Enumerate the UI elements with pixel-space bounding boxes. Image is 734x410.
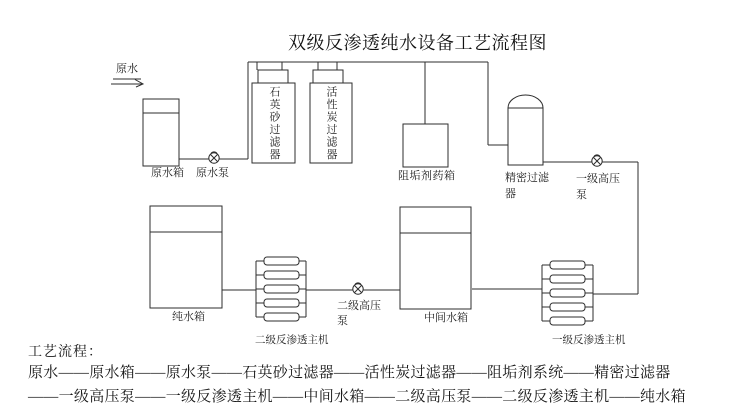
stage2-ro-unit-shape: [256, 257, 306, 321]
raw-water-arrow: [111, 79, 143, 87]
process-flow-heading: 工艺流程：: [28, 345, 103, 360]
process-flow-line1: 原水——原水箱——原水泵——石英砂过滤器——活性炭过滤器——阻垢剂系统——精密过滤器: [28, 365, 671, 381]
label-precision-filter: 精密过滤器: [505, 172, 549, 200]
label-stage1-ro-unit: 一级反渗透主机: [552, 335, 626, 346]
label-intermediate-water-tank: 中间水箱: [424, 312, 468, 324]
stage1-hp-pump-icon: [592, 155, 602, 166]
precision-filter-shape: [488, 62, 543, 165]
label-raw-water: 原水: [116, 63, 138, 75]
antiscalant-dosing-tank-shape: [403, 62, 448, 167]
label-pure-water-tank: 纯水箱: [172, 311, 205, 323]
pure-water-tank-shape: [150, 206, 222, 308]
stage1-ro-unit-shape: [542, 261, 593, 325]
raw-water-pump-icon: [209, 152, 219, 163]
process-flow-line2: ——一级高压泵——一级反渗透主机——中间水箱——二级高压泵——二级反渗透主机——纯水箱: [28, 389, 686, 405]
label-antiscalant-dosing-tank: 阻垢剂药箱: [398, 170, 456, 182]
diagram-title: 双级反渗透纯水设备工艺流程图: [288, 33, 547, 53]
label-stage1-hp-pump: 一级高压泵: [576, 173, 620, 201]
raw-water-tank-shape: [143, 99, 179, 166]
label-raw-water-pump: 原水泵: [196, 167, 229, 179]
label-activated-carbon-filter: 活性炭过滤器: [325, 86, 337, 161]
label-quartz-sand-filter: 石英砂过滤器: [268, 86, 280, 161]
label-raw-water-tank: 原水箱: [151, 167, 184, 179]
label-stage2-ro-unit: 二级反渗透主机: [255, 335, 329, 346]
label-stage2-hp-pump: 二级高压泵: [337, 300, 381, 327]
intermediate-water-tank-shape: [400, 207, 471, 309]
stage2-hp-pump-icon: [353, 283, 363, 294]
